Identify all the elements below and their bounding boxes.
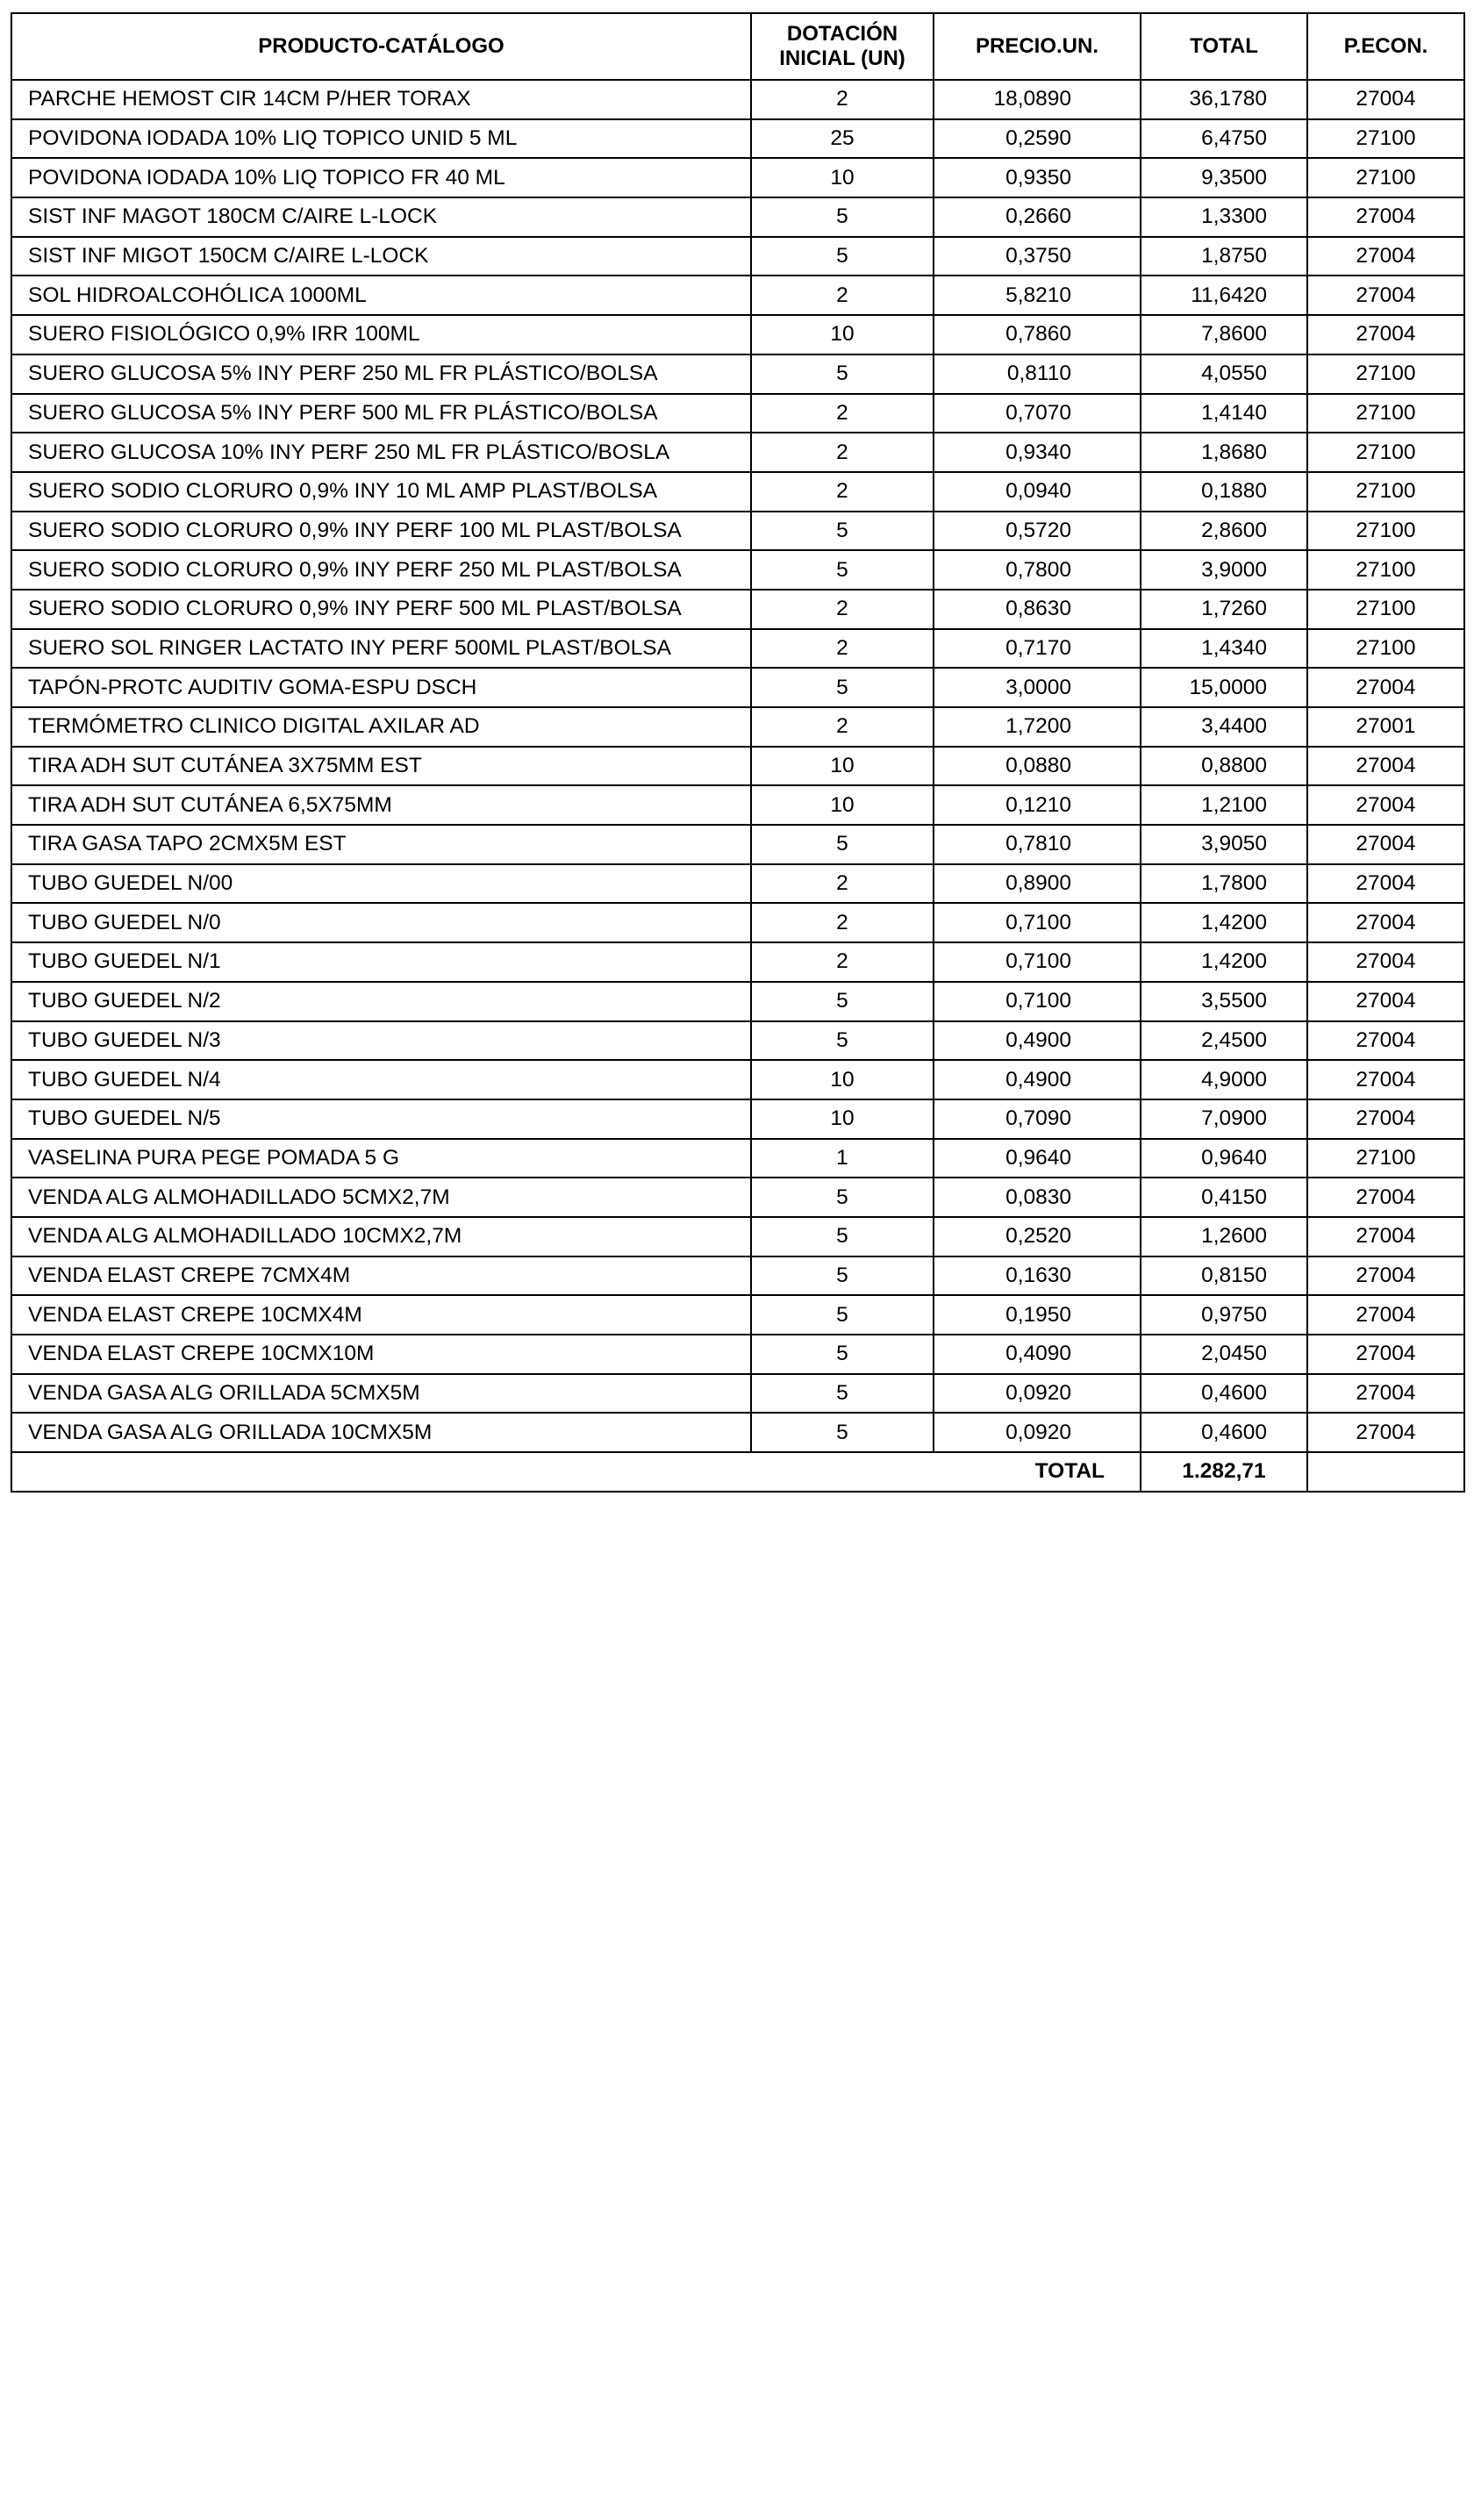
cell-econ: 27004 [1307,80,1464,119]
cell-dotacion: 5 [751,982,934,1021]
cell-precio: 0,0940 [934,472,1141,512]
footer-econ-empty [1307,1452,1464,1492]
table-row [11,1256,1464,1296]
cell-dotacion: 10 [751,785,934,825]
header-producto: PRODUCTO-CATÁLOGO [11,13,751,80]
cell-total: 4,9000 [1141,1060,1307,1099]
cell-producto: SOL HIDROALCOHÓLICA 1000ML [11,276,751,315]
header-dotacion-line1: DOTACIÓN [786,22,898,46]
cell-precio: 0,4900 [934,1060,1141,1099]
cell-total: 9,3500 [1141,158,1307,197]
footer-total-value: 1.282,71 [1141,1452,1307,1492]
cell-econ: 27100 [1307,119,1464,159]
table-row [11,1021,1464,1061]
cell-producto: SUERO GLUCOSA 5% INY PERF 250 ML FR PLÁSTICO/BOLSA [11,354,751,394]
table-row [11,1178,1464,1217]
table-row [11,315,1464,354]
cell-total: 7,8600 [1141,315,1307,354]
cell-dotacion: 5 [751,1335,934,1374]
cell-producto: POVIDONA IODADA 10% LIQ TOPICO UNID 5 ML [11,119,751,159]
cell-dotacion: 2 [751,80,934,119]
cell-dotacion: 10 [751,1060,934,1099]
cell-precio: 0,7800 [934,550,1141,590]
cell-total: 0,9640 [1141,1139,1307,1178]
footer-row [11,1452,1464,1492]
table-row [11,1217,1464,1256]
cell-econ: 27004 [1307,1021,1464,1061]
table-row [11,1374,1464,1414]
table-row [11,119,1464,159]
table-row [11,550,1464,590]
header-precio: PRECIO.UN. [934,13,1141,80]
cell-producto: VENDA ELAST CREPE 7CMX4M [11,1256,751,1296]
table-row [11,982,1464,1021]
cell-econ: 27100 [1307,394,1464,433]
table-row [11,1335,1464,1374]
cell-producto: TUBO GUEDEL N/2 [11,982,751,1021]
cell-producto: SIST INF MIGOT 150CM C/AIRE L-LOCK [11,237,751,276]
cell-producto: SUERO FISIOLÓGICO 0,9% IRR 100ML [11,315,751,354]
cell-total: 1,3300 [1141,197,1307,237]
cell-total: 1,7260 [1141,590,1307,629]
cell-total: 4,0550 [1141,354,1307,394]
cell-producto: VENDA ELAST CREPE 10CMX10M [11,1335,751,1374]
cell-total: 3,4400 [1141,707,1307,747]
cell-total: 2,0450 [1141,1335,1307,1374]
cell-precio: 0,1630 [934,1256,1141,1296]
cell-producto: SUERO SODIO CLORURO 0,9% INY PERF 100 ML PLAST/BOLSA [11,512,751,551]
cell-precio: 0,1950 [934,1295,1141,1335]
table-row [11,1139,1464,1178]
cell-producto: VENDA ALG ALMOHADILLADO 10CMX2,7M [11,1217,751,1256]
cell-precio: 0,2660 [934,197,1141,237]
cell-econ: 27100 [1307,158,1464,197]
table-row [11,707,1464,747]
cell-dotacion: 5 [751,354,934,394]
cell-econ: 27004 [1307,1217,1464,1256]
cell-total: 36,1780 [1141,80,1307,119]
cell-producto: TERMÓMETRO CLINICO DIGITAL AXILAR AD [11,707,751,747]
table-row [11,472,1464,512]
cell-econ: 27004 [1307,276,1464,315]
footer-total-label: TOTAL [11,1452,1141,1492]
cell-econ: 27004 [1307,1374,1464,1414]
table-row [11,1295,1464,1335]
cell-producto: TUBO GUEDEL N/00 [11,864,751,904]
cell-producto: VENDA ALG ALMOHADILLADO 5CMX2,7M [11,1178,751,1217]
cell-total: 1,4340 [1141,629,1307,669]
cell-dotacion: 5 [751,1217,934,1256]
cell-precio: 0,4900 [934,1021,1141,1061]
cell-econ: 27004 [1307,785,1464,825]
cell-dotacion: 5 [751,1256,934,1296]
cell-producto: VENDA GASA ALG ORILLADA 10CMX5M [11,1413,751,1452]
cell-precio: 0,8900 [934,864,1141,904]
cell-total: 1,4200 [1141,903,1307,942]
cell-econ: 27100 [1307,433,1464,472]
table-row [11,237,1464,276]
cell-econ: 27004 [1307,864,1464,904]
cell-producto: POVIDONA IODADA 10% LIQ TOPICO FR 40 ML [11,158,751,197]
cell-producto: TUBO GUEDEL N/4 [11,1060,751,1099]
cell-dotacion: 1 [751,1139,934,1178]
table-row [11,942,1464,982]
cell-econ: 27004 [1307,315,1464,354]
cell-total: 2,4500 [1141,1021,1307,1061]
cell-precio: 0,5720 [934,512,1141,551]
cell-total: 0,4600 [1141,1374,1307,1414]
cell-total: 1,2100 [1141,785,1307,825]
cell-econ: 27100 [1307,629,1464,669]
cell-dotacion: 2 [751,394,934,433]
table-row [11,276,1464,315]
cell-producto: SIST INF MAGOT 180CM C/AIRE L-LOCK [11,197,751,237]
table-row [11,668,1464,707]
cell-econ: 27100 [1307,472,1464,512]
cell-total: 2,8600 [1141,512,1307,551]
cell-econ: 27100 [1307,550,1464,590]
cell-precio: 0,0920 [934,1374,1141,1414]
cell-precio: 0,8110 [934,354,1141,394]
table-body [11,80,1464,1452]
cell-econ: 27004 [1307,825,1464,864]
table-row [11,903,1464,942]
cell-econ: 27004 [1307,1413,1464,1452]
cell-econ: 27004 [1307,197,1464,237]
cell-dotacion: 10 [751,315,934,354]
header-econ: P.ECON. [1307,13,1464,80]
cell-producto: SUERO SODIO CLORURO 0,9% INY PERF 250 ML PLAST/BOLSA [11,550,751,590]
cell-precio: 0,0880 [934,747,1141,786]
cell-total: 3,5500 [1141,982,1307,1021]
cell-precio: 3,0000 [934,668,1141,707]
cell-precio: 0,7170 [934,629,1141,669]
table-row [11,354,1464,394]
cell-producto: TIRA GASA TAPO 2CMX5M EST [11,825,751,864]
cell-precio: 0,9640 [934,1139,1141,1178]
cell-producto: TIRA ADH SUT CUTÁNEA 3X75MM EST [11,747,751,786]
table-row [11,1060,1464,1099]
cell-dotacion: 5 [751,550,934,590]
cell-producto: TUBO GUEDEL N/0 [11,903,751,942]
table-row [11,433,1464,472]
cell-total: 0,4150 [1141,1178,1307,1217]
header-dotacion-line2: INICIAL (UN) [779,47,905,70]
cell-dotacion: 5 [751,237,934,276]
cell-total: 0,9750 [1141,1295,1307,1335]
cell-dotacion: 5 [751,197,934,237]
cell-total: 1,4200 [1141,942,1307,982]
table-footer [11,1452,1464,1492]
cell-econ: 27004 [1307,1178,1464,1217]
cell-econ: 27004 [1307,1256,1464,1296]
cell-total: 0,4600 [1141,1413,1307,1452]
cell-producto: SUERO SOL RINGER LACTATO INY PERF 500ML PLAST/BOLSA [11,629,751,669]
cell-econ: 27004 [1307,747,1464,786]
header-dotacion [751,13,934,80]
cell-total: 3,9000 [1141,550,1307,590]
table-row [11,394,1464,433]
cell-precio: 0,8630 [934,590,1141,629]
cell-dotacion: 2 [751,590,934,629]
cell-producto: VASELINA PURA PEGE POMADA 5 G [11,1139,751,1178]
cell-precio: 0,1210 [934,785,1141,825]
cell-precio: 0,7860 [934,315,1141,354]
cell-precio: 0,9350 [934,158,1141,197]
cell-precio: 0,7070 [934,394,1141,433]
cell-econ: 27100 [1307,590,1464,629]
cell-precio: 5,8210 [934,276,1141,315]
cell-econ: 27004 [1307,1335,1464,1374]
cell-producto: SUERO GLUCOSA 10% INY PERF 250 ML FR PLÁSTICO/BOSLA [11,433,751,472]
cell-producto: TUBO GUEDEL N/3 [11,1021,751,1061]
cell-econ: 27004 [1307,982,1464,1021]
table-row [11,864,1464,904]
cell-econ: 27004 [1307,1295,1464,1335]
table-row [11,197,1464,237]
cell-dotacion: 10 [751,747,934,786]
cell-dotacion: 5 [751,825,934,864]
cell-econ: 27001 [1307,707,1464,747]
cell-total: 1,8680 [1141,433,1307,472]
cell-econ: 27004 [1307,903,1464,942]
table-header [11,13,1464,80]
cell-total: 3,9050 [1141,825,1307,864]
cell-precio: 1,7200 [934,707,1141,747]
cell-producto: TAPÓN-PROTC AUDITIV GOMA-ESPU DSCH [11,668,751,707]
table-row [11,629,1464,669]
cell-dotacion: 5 [751,1413,934,1452]
cell-total: 6,4750 [1141,119,1307,159]
cell-total: 11,6420 [1141,276,1307,315]
cell-dotacion: 2 [751,276,934,315]
cell-dotacion: 2 [751,864,934,904]
cell-precio: 0,3750 [934,237,1141,276]
cell-producto: SUERO SODIO CLORURO 0,9% INY 10 ML AMP PLAST/BOLSA [11,472,751,512]
table-row [11,1099,1464,1139]
cell-precio: 0,4090 [934,1335,1141,1374]
cell-dotacion: 10 [751,1099,934,1139]
cell-precio: 0,2520 [934,1217,1141,1256]
cell-total: 1,7800 [1141,864,1307,904]
cell-econ: 27100 [1307,354,1464,394]
cell-dotacion: 2 [751,472,934,512]
cell-total: 0,8800 [1141,747,1307,786]
cell-precio: 0,7100 [934,903,1141,942]
table-row [11,785,1464,825]
table-row [11,512,1464,551]
cell-total: 7,0900 [1141,1099,1307,1139]
cell-producto: VENDA GASA ALG ORILLADA 5CMX5M [11,1374,751,1414]
cell-precio: 0,7090 [934,1099,1141,1139]
cell-econ: 27004 [1307,668,1464,707]
cell-precio: 0,9340 [934,433,1141,472]
cell-precio: 0,0830 [934,1178,1141,1217]
table-row [11,1413,1464,1452]
cell-producto: TUBO GUEDEL N/1 [11,942,751,982]
cell-producto: SUERO SODIO CLORURO 0,9% INY PERF 500 ML PLAST/BOLSA [11,590,751,629]
cell-econ: 27004 [1307,1099,1464,1139]
cell-dotacion: 5 [751,668,934,707]
cell-econ: 27100 [1307,512,1464,551]
cell-econ: 27004 [1307,1060,1464,1099]
cell-total: 1,2600 [1141,1217,1307,1256]
cell-precio: 0,7810 [934,825,1141,864]
cell-econ: 27004 [1307,237,1464,276]
cell-dotacion: 10 [751,158,934,197]
table-row [11,80,1464,119]
cell-dotacion: 2 [751,903,934,942]
cell-producto: PARCHE HEMOST CIR 14CM P/HER TORAX [11,80,751,119]
cell-total: 15,0000 [1141,668,1307,707]
cell-econ: 27100 [1307,1139,1464,1178]
cell-producto: SUERO GLUCOSA 5% INY PERF 500 ML FR PLÁSTICO/BOLSA [11,394,751,433]
cell-producto: TUBO GUEDEL N/5 [11,1099,751,1139]
cell-dotacion: 5 [751,1021,934,1061]
cell-precio: 0,7100 [934,982,1141,1021]
table-row [11,158,1464,197]
cell-dotacion: 5 [751,1295,934,1335]
cell-dotacion: 2 [751,629,934,669]
table-row [11,747,1464,786]
cell-producto: TIRA ADH SUT CUTÁNEA 6,5X75MM [11,785,751,825]
cell-dotacion: 5 [751,512,934,551]
cell-total: 0,8150 [1141,1256,1307,1296]
header-total: TOTAL [1141,13,1307,80]
cell-dotacion: 2 [751,942,934,982]
cell-dotacion: 25 [751,119,934,159]
cell-total: 1,4140 [1141,394,1307,433]
cell-dotacion: 5 [751,1178,934,1217]
cell-producto: VENDA ELAST CREPE 10CMX4M [11,1295,751,1335]
cell-dotacion: 5 [751,1374,934,1414]
cell-precio: 0,7100 [934,942,1141,982]
cell-total: 0,1880 [1141,472,1307,512]
cell-dotacion: 2 [751,433,934,472]
cell-precio: 18,0890 [934,80,1141,119]
cell-total: 1,8750 [1141,237,1307,276]
cell-dotacion: 2 [751,707,934,747]
product-table [11,12,1465,1493]
cell-econ: 27004 [1307,942,1464,982]
cell-precio: 0,0920 [934,1413,1141,1452]
table-row [11,590,1464,629]
header-row [11,13,1464,80]
cell-precio: 0,2590 [934,119,1141,159]
table-row [11,825,1464,864]
